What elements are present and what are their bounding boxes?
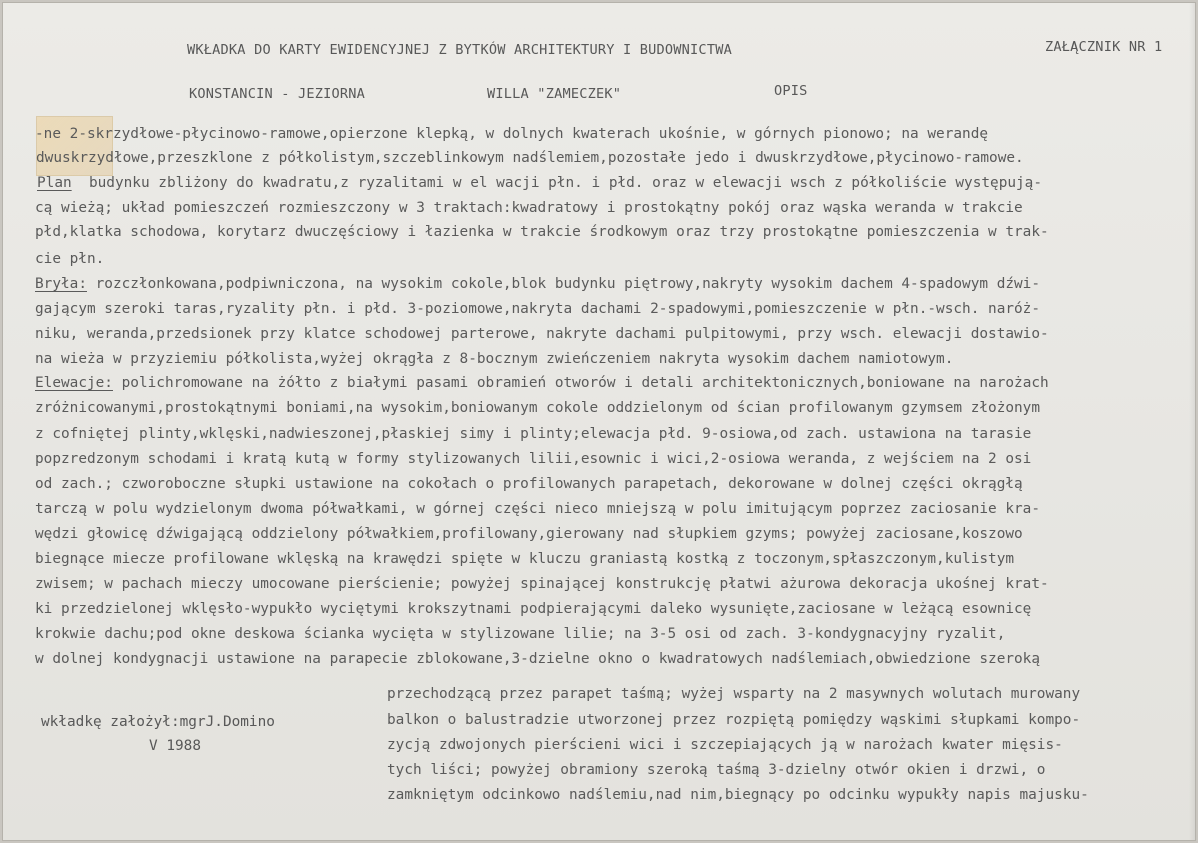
body-line bbox=[35, 652, 1040, 667]
body-line bbox=[35, 201, 1023, 216]
body-line-text: płd,klatka schodowa, korytarz dwuczęściowy i łazienka w trakcie środkowym oraz trzy prostokątne pomieszczenia w trak- bbox=[35, 224, 1049, 240]
body-line bbox=[35, 376, 1049, 391]
body-line bbox=[35, 127, 988, 142]
body-line-text: polichromowane na żółto z białymi pasami obramień otworów i detali architektonicznych,boniowane na narożach bbox=[112, 375, 1049, 391]
body-line bbox=[35, 252, 104, 267]
date-note: V 1988 bbox=[149, 738, 201, 754]
record-card bbox=[2, 2, 1196, 841]
body-line bbox=[36, 151, 1024, 166]
body-line-text: -ne 2-skrzydłowe-płycinowo-ramowe,opierzone klepką, w dolnych kwaterach ukośnie, w górnych pionowo; na werandę bbox=[35, 126, 989, 142]
author-note: wkładkę założył:mgrJ.Domino bbox=[41, 714, 275, 730]
body-line-text: na wieża w przyziemiu półkolista,wyżej okrągła z 8-bocznym zwieńczeniem nakryta wysokim dachem namiotowym. bbox=[35, 351, 954, 367]
body-line bbox=[35, 302, 1040, 317]
attachment-number: ZAŁĄCZNIK NR 1 bbox=[1045, 39, 1163, 55]
section-heading: OPIS bbox=[774, 83, 808, 99]
body-line bbox=[35, 477, 1023, 492]
body-line-text: cą wieżą; układ pomieszczeń rozmieszczony w 3 traktach:kwadratowy i prostokątny pokój oraz wąska weranda w trakcie bbox=[35, 200, 1023, 216]
paper-edge-shadow bbox=[1189, 3, 1195, 840]
body-line bbox=[35, 552, 1014, 567]
body-line bbox=[35, 352, 953, 367]
body-line-text: budynku zbliżony do kwadratu,z ryzalitami w el wacji płn. i płd. oraz w elewacji wsch z półkoliście występują- bbox=[88, 175, 1043, 191]
continuation-line-text: tych liści; powyżej obramiony szeroką taśmą 3-dzielny otwór okien i drzwi, o bbox=[387, 762, 1046, 778]
continuation-line bbox=[387, 763, 1045, 778]
body-line-text: gającym szeroki taras,ryzality płn. i płd. 3-poziomowe,nakryta dachami 2-spadowymi,pomieszczenie w płn.-wsch. naróż- bbox=[35, 301, 1041, 317]
body-line-text: popzredzonym schodami i kratą kutą w formy stylizowanych lilii,esownic i wici,2-osiowa weranda, z wejściem na 2 osi bbox=[35, 451, 1032, 467]
body-line-text: biegnące miecze profilowane wklęską na krawędzi spięte w kluczu graniastą kostką z toczonym,spłaszczonym,kulistym bbox=[35, 551, 1015, 567]
body-line-text: tarczą w polu wydzielonym dwoma półwałkami, w górnej części nieco mniejszą w polu imitującym poprzez zaciosanie kra- bbox=[35, 501, 1041, 517]
body-line-text: w dolnej kondygnacji ustawione na parapecie zblokowane,3-dzielne okno o kwadratowych nadślemiach,obwiedzione szeroką bbox=[35, 651, 1041, 667]
section-label-bryla: Bryła: bbox=[35, 276, 87, 292]
body-line bbox=[35, 327, 1049, 342]
body-line bbox=[35, 627, 1005, 642]
body-line bbox=[35, 602, 1031, 617]
body-line bbox=[35, 277, 1040, 292]
body-line-text: od zach.; czworoboczne słupki ustawione na cokołach o profilowanych parapetach, dekorowane w dolnej części okrągłą bbox=[35, 476, 1023, 492]
section-label-elewacje: Elewacje: bbox=[35, 375, 113, 391]
body-line-text: niku, weranda,przedsionek przy klatce schodowej parterowe, nakryte dachami pulpitowymi, przy wsch. elewacji dostawio- bbox=[35, 326, 1049, 342]
body-line-text: zróżnicowanymi,prostokątnymi boniami,na wysokim,boniowanym cokole oddzielonym od ścian profilowanym gzymsem złożonym bbox=[35, 400, 1041, 416]
section-label-plan: Plan bbox=[37, 175, 72, 191]
continuation-line bbox=[387, 788, 1089, 803]
body-line bbox=[35, 577, 1049, 592]
location-name: KONSTANCIN - JEZIORNA bbox=[189, 86, 366, 102]
body-line-text: dwuskrzydłowe,przeszklone z półkolistym,szczeblinkowym nadślemiem,pozostałe jedo i dwuskrzydłowe,płycinowo-ramowe. bbox=[36, 150, 1024, 166]
body-line-text: krokwie dachu;pod okne deskowa ścianka wycięta w stylizowane lilie; na 3-5 osi od zach. 3-kondygnacyjny ryzalit, bbox=[35, 626, 1006, 642]
body-line bbox=[37, 176, 1042, 191]
card-title: WKŁADKA DO KARTY EWIDENCYJNEJ Z BYTKÓW ARCHITEKTURY I BUDOWNICTWA bbox=[187, 42, 732, 58]
body-line bbox=[35, 527, 1023, 542]
body-line-text: zwisem; w pachach mieczy umocowane pierścienie; powyżej spinającej konstrukcję płatwi ażurowa dekoracja ukośnej krat- bbox=[35, 576, 1049, 592]
body-line bbox=[35, 401, 1040, 416]
continuation-line-text: balkon o balustradzie utworzonej przez rozpiętą pomiędzy wąskimi słupkami kompo- bbox=[387, 712, 1081, 728]
body-line-text: z cofniętej plinty,wklęski,nadwieszonej,płaskiej simy i plinty;elewacja płd. 9-osiowa,od zach. ustawiona na tarasie bbox=[35, 426, 1032, 442]
body-line-text: wędzi głowicę dźwigającą oddzielony półwałkiem,profilowany,gierowany nad słupkiem gzyms; powyżej zaciosane,koszowo bbox=[35, 526, 1023, 542]
body-line bbox=[35, 225, 1049, 240]
object-name: WILLA "ZAMECZEK" bbox=[487, 86, 622, 102]
continuation-line-text: zycją zdwojonych pierścieni wici i szczepiających ją w narożach kwater mięsis- bbox=[387, 737, 1063, 753]
body-line-text: rozczłonkowana,podpiwniczona, na wysokim cokole,blok budynku piętrowy,nakryty wysokim dachem 4-spadowym dźwi- bbox=[86, 276, 1041, 292]
adhesive-tape-mark bbox=[36, 116, 113, 176]
body-line-text: cie płn. bbox=[35, 251, 105, 267]
continuation-line-text: zamkniętym odcinkowo nadślemiu,nad nim,biegnący po odcinku wypukły napis majusku- bbox=[387, 787, 1089, 803]
body-line bbox=[35, 502, 1040, 517]
continuation-line-text: przechodzącą przez parapet taśmą; wyżej wsparty na 2 masywnych wolutach murowany bbox=[387, 686, 1081, 702]
continuation-line bbox=[387, 713, 1080, 728]
continuation-line bbox=[387, 687, 1080, 702]
body-line bbox=[35, 427, 1031, 442]
body-line bbox=[35, 452, 1031, 467]
continuation-line bbox=[387, 738, 1063, 753]
body-line-text: ki przedzielonej wklęsło-wypukło wyciętymi krokszytnami podpierającymi daleko wysunięte,zaciosane w leżącą esownicę bbox=[35, 601, 1032, 617]
